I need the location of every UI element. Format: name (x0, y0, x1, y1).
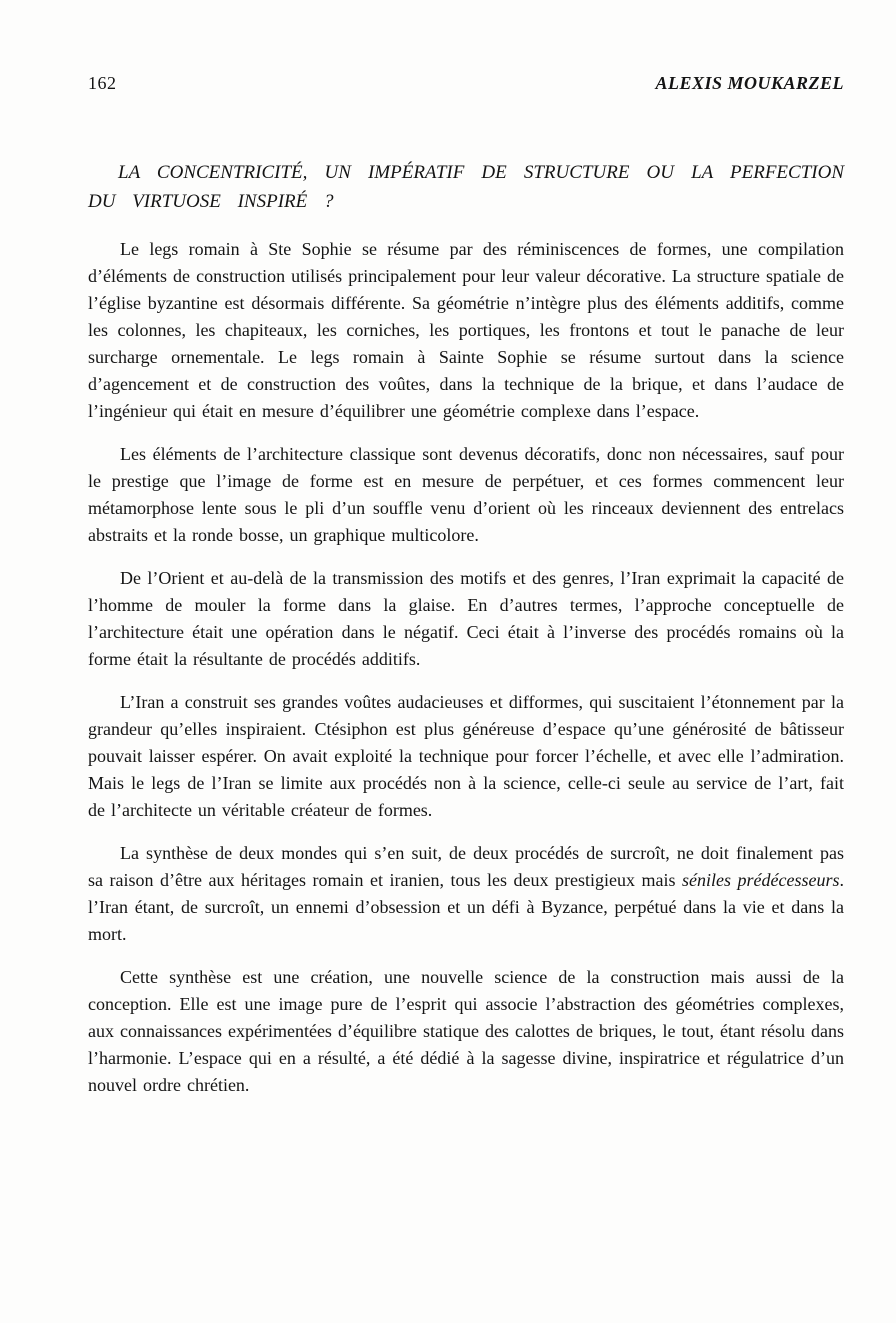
section-title: LA CONCENTRICITÉ, UN IMPÉRATIF DE STRUCTURE OU LA PERFECTION DU VIRTUOSE INSPIRÉ ? (88, 162, 844, 212)
paragraph (88, 689, 844, 824)
text-segment: De l’Orient et au-delà de la transmission des motifs et des genres, l’Iran exprimait la capacité de l’homme de mouler la forme dans la glaise. En d’autres termes, l’approche conceptuelle de l’architecture était une opération dans le négatif. Ceci était à l’inverse des procédés romains où la forme était la résultante de procédés additifs. (88, 568, 844, 669)
article-body (88, 236, 844, 1099)
page-header (88, 72, 844, 94)
paragraph (88, 840, 844, 948)
page-number: 162 (88, 73, 117, 93)
italic-phrase: séniles prédécesseurs (682, 870, 840, 890)
paragraph (88, 565, 844, 673)
running-head-author: ALEXIS MOUKARZEL (655, 73, 844, 93)
text-segment: Le legs romain à Ste Sophie se résume par des réminiscences de formes, une compilation d’éléments de construction utilisés principalement pour leur valeur décorative. La structure spatiale de l’église byzantine est désormais différente. Sa géométrie n’intègre plus des éléments additifs, comme les colonnes, les chapiteaux, les corniches, les portiques, les frontons et tout le panache de leur surcharge ornementale. Le legs romain à Sainte Sophie se résume surtout dans la science d’agencement et de construction des voûtes, dans la technique de la brique, et dans l’audace de l’ingénieur qui était en mesure d’équilibrer une géométrie complexe dans l’espace. (88, 239, 844, 421)
paragraph (88, 441, 844, 549)
text-segment: L’Iran a construit ses grandes voûtes audacieuses et difformes, qui suscitaient l’étonnement par la grandeur qu’elles inspiraient. Ctésiphon est plus généreuse d’espace qu’une générosité de bâtisseur pouvait laisser espérer. On avait exploité la technique pour forcer l’échelle, et avec elle l’admiration. Mais le legs de l’Iran se limite aux procédés non à la science, celle-ci seule au service de l’art, fait de l’architecte un véritable créateur de formes. (88, 692, 844, 820)
text-segment: Les éléments de l’architecture classique sont devenus décoratifs, donc non nécessaires, sauf pour le prestige que l’image de forme est en mesure de perpétuer, et ces formes commencent leur métamorphose lente sous le pli d’un souffle venu d’orient où les rinceaux deviennent des entrelacs abstraits et la ronde bosse, un graphique multicolore. (88, 444, 844, 545)
text-segment: La synthèse de deux mondes qui s’en suit, de deux procédés de surcroît, ne doit finalement pas sa raison d’être aux héritages romain et iranien, tous les deux prestigieux mais (88, 843, 844, 890)
text-segment: . l’Iran étant, de surcroît, un ennemi d’obsession et un défi à Byzance, perpétué dans la vie et dans la mort. (88, 870, 844, 944)
paragraph (88, 236, 844, 425)
text-segment: Cette synthèse est une création, une nouvelle science de la construction mais aussi de la conception. Elle est une image pure de l’esprit qui associe l’abstraction des géométries complexes, aux connaissances expérimentées d’équilibre statique des calottes de briques, le tout, étant résolu dans l’harmonie. L’espace qui en a résulté, a été dédié à la sagesse divine, inspiratrice et régulatrice d’un nouvel ordre chrétien. (88, 967, 844, 1095)
paragraph (88, 964, 844, 1099)
